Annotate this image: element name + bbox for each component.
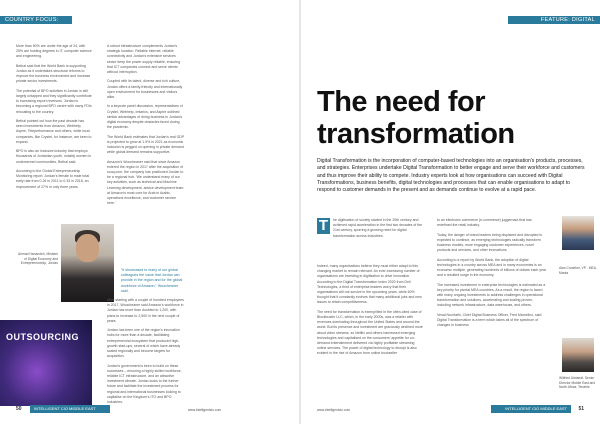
portrait-photo-2 — [562, 338, 594, 372]
right-page-number: 51 — [578, 406, 584, 412]
right-footer-right-text: INTELLIGENT CIO MIDDLE EAST — [505, 406, 567, 411]
left-col1-p5: BPO is also an inclusive industry that employs thousands of Jordanian youth, notably women in underserved communities, Bethal said. — [16, 149, 92, 164]
portrait-caption-2: Wilfried Ulstaedt, Senior Director Middle East and North Africa, Tenable — [559, 376, 596, 389]
left-col-2-continued — [107, 298, 185, 409]
left-col1-p2: Bethal said that the World Bank is supporting Jordan as it undertakes structural reforms to improve the business environment and increase private sector investments. — [16, 63, 91, 84]
left-col2-after-p2: Jordan has been one of the region's innovation hubs for more than a decade, facilitating entrepreneurial ecosystem that produced high-growth start-ups, several of which have already scaled regionally and become targets for acquisition. — [107, 328, 181, 359]
left-col-2 — [107, 44, 185, 211]
outsourcing-word: OUTSOURCING — [6, 332, 79, 342]
right-col2-p2: Today, the danger of brand leaders being displaced and disrupted is expected to continue, as emerging technologies radically transform business models, more engaging customer experiences, novel products and services, and other innovations. — [437, 232, 543, 253]
right-col1-p1: he digitisation of society started in the 20th century and achieved rapid acceleration in the first two decades of the 21st century, spurring a growing need for digital transformation across industries. — [333, 218, 423, 238]
feature-title — [317, 86, 515, 150]
pull-quote: "It showcased to many of our global colleagues the value that Jordan can provide in the region and for the global workforce of Amazon," Woocheaner said. — [121, 268, 183, 293]
right-section-tag: FEATURE: DIGITAL TRANSFORMATION — [508, 16, 600, 24]
left-section-tag: COUNTRY FOCUS: JORDAN — [0, 16, 72, 24]
left-col2-p2: Coupled with its talent, diverse and rich culture, Jordan offers a family-friendly and internationally open environment for businesses and visitors alike. — [107, 79, 183, 100]
left-page-number: 50 — [16, 406, 22, 412]
minister-photo — [61, 224, 114, 302]
left-page — [0, 0, 299, 424]
right-col-1-intro — [333, 218, 423, 243]
right-col2-p5: Vesal Noorfathi, Chief Digital Business Officer, Fred Marcelino, said Digital Transformation is a term which takes all of the spectrum of changes in business — [437, 312, 542, 328]
left-col-1 — [16, 44, 92, 194]
left-footer-bar — [30, 405, 110, 413]
left-col2-after-p1: After starting with a couple of hundred employees in 2017, Woocheaner said Amazon's workforce in Jordan has more than doubled to 1,200, with plans to increase to 2,500 in the next couple of years. — [107, 298, 184, 323]
left-footer-left-text: INTELLIGENT CIO MIDDLE EAST — [34, 406, 96, 411]
right-footer-bar — [491, 405, 571, 413]
right-col2-p4: The increased investment in enterprise technologies is estimated as a key priority for pivotal MEA countries. As a result, the region is faced with many ongoing investments to address challenges in operational transformation and solutions, accelerating and scaling proven, including network infrastructure, data warehouse, and others. — [437, 282, 546, 308]
right-col2-p1: to an electronic commerce (e-commerce) juggernaut that has redefined the retail industry. — [437, 218, 532, 228]
minister-caption: Ahmad Hanandeh, Minister of Digital Economy and Entrepreneurship, Jordan — [18, 252, 58, 265]
portrait-caption-1: Alan Crowther, VP - MEA, Manta — [559, 266, 597, 275]
drop-cap: T — [318, 217, 329, 234]
right-page — [301, 0, 600, 424]
left-col1-p6: According to the Global Entrepreneurship Monitoring report, Jordan's female to male total early rate from 0.26 in 2011 to 0.33 in 2018, an improvement of 27% in only three years. — [16, 169, 90, 189]
feature-title-line2: transformation — [317, 118, 515, 150]
lead-paragraph: Digital Transformation is the incorporation of computer-based technologies into an organisation's products, processes, and strategies. Enterprises undertake Digital Transformation to better engage and serve their workforce and customers and thus improve their ability to compete. Industry experts look at how organisations can succeed with Digital Transformations, business benefits, digital technologies and processes that can enable organisations to adapt to respond to customer demands in the present and as demands continue to evolve at a rapid pace. — [317, 158, 585, 194]
left-col2-p4: The World Bank estimates that Jordan's real GDP is projected to grow at 1.9% in 2021 as economic inclusion is pegged on opening in private demand while global demand remains supportive. — [107, 134, 185, 155]
right-col-1 — [317, 264, 423, 361]
left-col1-p4: Bethal pointed out how the past decade has seen investments from Amazon, Webhelp, Aspire, Teleperformance and others, while local companies, like Crystel, for instance, are keen to expand. — [16, 119, 92, 144]
left-col2-after-p3: Jordan's government is keen to build on these successes – ensuring a highly skilled workforce, reliable ICT infrastructure, and an attractive investment climate. Jordan looks to the further future and facilitate the investment process for regional and international businesses looking to capitalise on the Kingdom's ITO and BPO industries. — [107, 363, 182, 405]
left-col1-p1: More than 50% are under the age of 24, with 25% are holding degrees in IT, computer science and engineering. — [16, 44, 92, 59]
portrait-photo-1 — [562, 216, 594, 250]
feature-title-line1: The need for — [317, 86, 486, 118]
right-col1-p3: The need for transformation is exemplified in the often-cited case of Blockbuster LLC, which, in the early 2000s, was a retailer with revenues dominating throughout the United States and around the world. But its presence and investment are graciously declined more about video streams, so Netflix and others harnessed emerging technologies and capitalised on the consumers' appetite for on-demand entertainment delivered via highly profitable streaming online services. The power of digital technology to disrupt is also evident in the rise of Amazon from online bookseller — [317, 309, 423, 356]
left-footer-right-text: www.intelligentcio.com — [188, 407, 222, 412]
left-col2-p5: Amazon's Woocheaner said that since Amazon entered the region in 2017 after the acquisition of souq.com, the company has positioned Jordan to be a regional hub. 'We understand many of our key activities, such as technical and Machine Learning development, advice development team at Amazon's most core for Arab in Arabic, operations excellence, and customer service here.' — [107, 159, 184, 206]
left-col2-p1: A robust infrastructure complements Jordan's strategic location. Reliable internet, reliable connectivity and Jordan's extensive services sector keep the power supply reliable, ensuring that ICT companies connect and serve clients without interruption. — [107, 44, 181, 75]
right-col-2 — [437, 218, 547, 333]
outsourcing-image — [0, 320, 92, 406]
right-col1-p2: Indeed, many organisations believe they must either adapt to this changing market to remain relevant. An ever-increasing number of organisations are investing in digitisation to drive innovation. According to the Digital Transformation Index 2020 from Dell Technologies, a third of enterprise leaders worry that their organisations will not survive in the upcoming years, while 60% thought that it constantly evolves that many additional jobs and new issues to retain competitiveness. — [317, 264, 422, 305]
left-col2-p3: In a keynote panel discussion, representatives of Crystel, Webhelp, Imtarics, and Aspire outlined similar advantages of doing business in Jordan's digital economy despite obstacles faced during the pandemic. — [107, 104, 183, 130]
right-footer-left-text: www.intelligentcio.com — [317, 407, 351, 412]
left-col1-p3: The potential of BPO activities in Jordan is still largely untapped and they significantly contribute to increasing export revenues. Jordan is becoming a regional BPO centre with many FDIs relocating to the country. — [16, 88, 92, 114]
right-col2-p3: According to a report by World Bank, the adoption of digital technologies in a country across MEA and in many economies is an economic multiple, generating hundreds of billions of dollars each year and a resulted surge in the economy. — [437, 257, 547, 278]
photo-head-shape — [76, 234, 99, 262]
